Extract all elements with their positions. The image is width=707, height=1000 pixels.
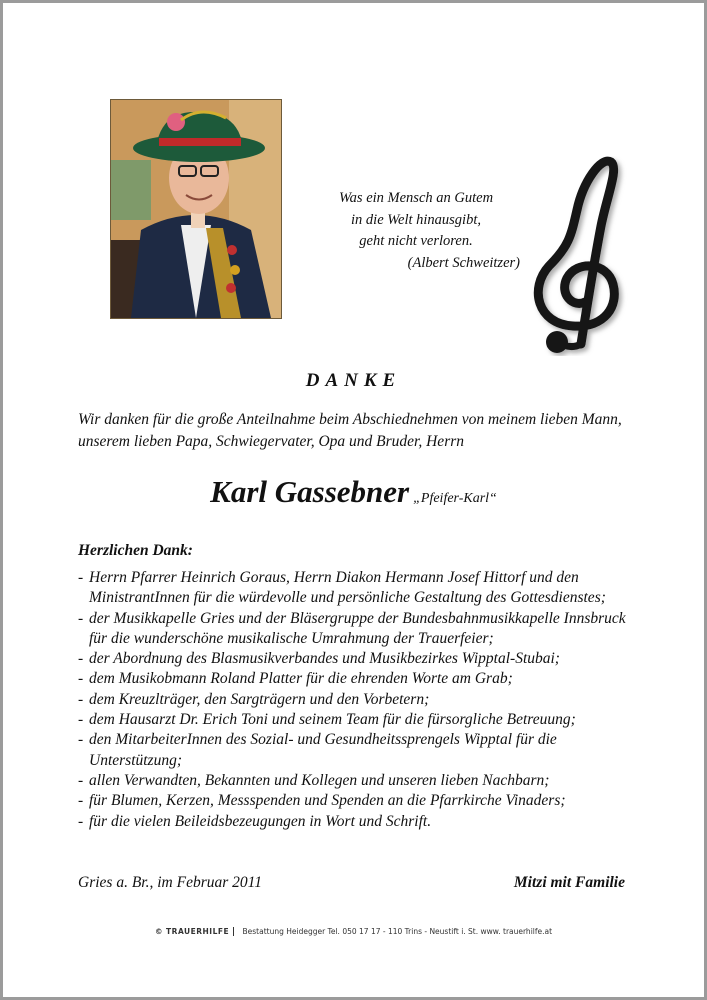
list-item: - der Musikkapelle Gries und der Bläsergruppe der Bundesbahnmusikkapelle Innsbruck für die wunderschöne musikalische Umrahmung der Trauerfeier; [78, 609, 634, 650]
quote-line: Was ein Mensch an Gutem [338, 190, 494, 206]
list-item: - dem Musikobmann Roland Platter für die ehrenden Worte am Grab; [78, 669, 634, 689]
list-item: - Herrn Pfarrer Heinrich Goraus, Herrn Diakon Hermann Josef Hittorf und den MinistrantInnen für die würdevolle und persönliche Gestaltung des Gottesdienstes; [78, 568, 634, 609]
list-item: - dem Kreuzlträger, den Sargträgern und den Vorbetern; [78, 690, 634, 710]
page-title: DANKE [305, 370, 402, 391]
list-item: - allen Verwandten, Bekannten und Kollegen und unseren lieben Nachbarn; [78, 771, 634, 791]
signature: Mitzi mit Familie [513, 874, 625, 891]
list-item: - für die vielen Beileidsbezeugungen in Wort und Schrift. [78, 812, 634, 832]
imprint-footer [0, 927, 707, 936]
treble-clef-icon [519, 156, 643, 356]
thanks-heading: Herzlichen Dank: [78, 542, 193, 559]
list-item: - dem Hausarzt Dr. Erich Toni und seinem Team für die fürsorgliche Betreuung; [78, 710, 634, 730]
list-item: - für Blumen, Kerzen, Messspenden und Spenden an die Pfarrkirche Vinaders; [78, 791, 634, 811]
quote-line: in die Welt hinausgibt, [351, 211, 481, 228]
deceased-name: Karl Gassebner [210, 474, 410, 509]
intro-text: Wir danken für die große Anteilnahme beim Abschiednehmen von meinem lieben Mann, unserem lieben Papa, Schwiegervater, Opa und Bruder, Herrn [78, 411, 622, 450]
quote-author: (Albert Schweitzer) [407, 254, 520, 271]
thanks-list [78, 568, 634, 832]
trauerhilfe-logo: © TRAUERHILFE [155, 927, 234, 936]
list-item: - der Abordnung des Blasmusikverbandes und Musikbezirkes Wipptal-Stubai; [78, 649, 634, 669]
portrait-photo [110, 99, 282, 319]
deceased-name-line [0, 474, 707, 510]
quote-line: geht nicht verloren. [359, 233, 473, 249]
imprint-text: Bestattung Heidegger Tel. 050 17 17 - 110 Trins - Neustift i. St. www. trauerhilfe.at [242, 927, 553, 936]
place-date: Gries a. Br., im Februar 2011 [78, 874, 262, 891]
deceased-nickname: „Pfeifer-Karl“ [413, 491, 497, 506]
list-item: - den MitarbeiterInnen des Sozial- und Gesundheitssprengels Wipptal für die Unterstützung; [78, 730, 634, 771]
quote-block [300, 188, 532, 274]
